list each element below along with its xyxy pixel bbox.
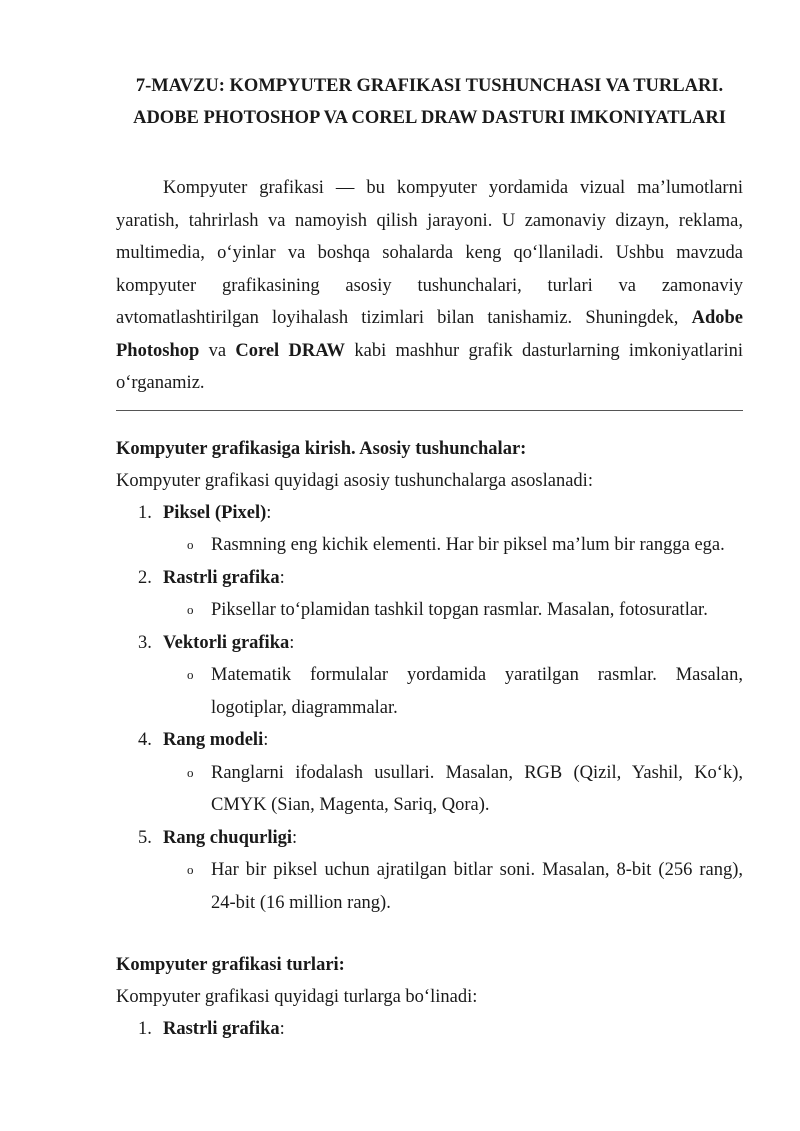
intro-paragraph bbox=[116, 172, 743, 400]
sub-list bbox=[163, 529, 743, 562]
title-line-2: ADOBE PHOTOSHOP VA COREL DRAW DASTURI IMKONIYATLARI bbox=[133, 108, 726, 128]
list-item bbox=[116, 822, 743, 920]
sub-list bbox=[163, 757, 743, 822]
item-suffix: : bbox=[279, 567, 285, 588]
item-number: 3. bbox=[138, 632, 152, 653]
item-title: Rastrli grafika bbox=[163, 1019, 280, 1039]
item-suffix: : bbox=[279, 1019, 285, 1039]
list-item bbox=[116, 627, 743, 725]
item-title: Rang modeli bbox=[163, 730, 264, 750]
item-title: Rastrli grafika bbox=[163, 567, 280, 588]
item-number: 4. bbox=[138, 730, 152, 750]
bullet-icon: o bbox=[187, 667, 194, 682]
item-detail: Ranglarni ifodalash usullari. Masalan, RGB (Qizil, Yashil, Ko‘k), CMYK (Sian, Magenta, Sariq, Qora). bbox=[211, 762, 743, 815]
item-suffix: : bbox=[292, 827, 298, 848]
item-title: Vektorli grafika bbox=[163, 632, 290, 653]
item-detail: Piksellar to‘plamidan tashkil topgan rasmlar. Masalan, fotosuratlar. bbox=[211, 600, 708, 620]
section-gap bbox=[116, 919, 743, 949]
sub-list-item bbox=[163, 757, 743, 822]
sub-list bbox=[163, 659, 743, 724]
sub-list bbox=[163, 594, 743, 627]
intro-bold-coreldraw: Corel DRAW bbox=[235, 340, 346, 361]
section-1-heading: Kompyuter grafikasiga kirish. Asosiy tushunchalar: bbox=[116, 438, 527, 459]
sub-list-item bbox=[163, 854, 743, 919]
sub-list bbox=[163, 854, 743, 919]
horizontal-divider bbox=[116, 410, 743, 411]
types-list bbox=[116, 1013, 743, 1046]
concepts-list bbox=[116, 497, 743, 920]
intro-bold-photoshop: Adobe Photoshop bbox=[116, 308, 743, 361]
sub-list-item bbox=[163, 659, 743, 724]
section-2-lead: Kompyuter grafikasi quyidagi turlarga bo‘linadi: bbox=[116, 987, 478, 1007]
sub-list-item bbox=[163, 529, 743, 562]
intro-joiner: va bbox=[199, 340, 236, 361]
item-number: 1. bbox=[138, 1019, 152, 1039]
list-item bbox=[116, 1013, 743, 1046]
item-number: 1. bbox=[138, 502, 152, 523]
list-item bbox=[116, 562, 743, 627]
item-number: 5. bbox=[138, 827, 152, 848]
title-line-1: 7-MAVZU: KOMPYUTER GRAFIKASI TUSHUNCHASI VA TURLARI. bbox=[135, 76, 724, 96]
document-page bbox=[116, 70, 743, 1046]
item-detail: Matematik formulalar yordamida yaratilgan rasmlar. Masalan, logotiplar, diagrammalar. bbox=[211, 665, 743, 718]
bullet-icon: o bbox=[187, 602, 194, 617]
document-title bbox=[116, 70, 743, 134]
bullet-icon: o bbox=[187, 764, 194, 780]
item-number: 2. bbox=[138, 567, 152, 588]
section-2-heading: Kompyuter grafikasi turlari: bbox=[116, 955, 345, 975]
item-title: Rang chuqurligi bbox=[163, 827, 293, 848]
list-item bbox=[116, 724, 743, 822]
item-detail: Rasmning eng kichik elementi. Har bir piksel ma’lum bir rangga ega. bbox=[211, 535, 725, 555]
bullet-icon: o bbox=[187, 862, 194, 877]
item-suffix: : bbox=[266, 502, 272, 523]
sub-list-item bbox=[163, 594, 743, 627]
intro-text-start: Kompyuter grafikasi — bu kompyuter yordamida vizual ma’lumotlarni yaratish, tahrirlash va namoyish qilish jarayoni. U zamonaviy dizayn, reklama, multimedia, o‘yinlar va boshqa sohalarda keng qo‘llaniladi. Ushbu mavzuda kompyuter grafikasining asosiy tushunchalari, turlari va zamonaviy avtomatlashtirilgan loyihalash tizimlari bilan tanishamiz. Shuningdek, bbox=[116, 178, 743, 328]
item-detail: Har bir piksel uchun ajratilgan bitlar soni. Masalan, 8-bit (256 rang), 24-bit (16 million rang). bbox=[211, 860, 743, 913]
item-title: Piksel (Pixel) bbox=[163, 502, 267, 523]
list-item bbox=[116, 497, 743, 562]
section-1-lead: Kompyuter grafikasi quyidagi asosiy tushunchalarga asoslanadi: bbox=[116, 470, 593, 491]
item-suffix: : bbox=[289, 632, 295, 653]
item-suffix: : bbox=[263, 730, 269, 750]
bullet-icon: o bbox=[187, 537, 194, 552]
intro-text-end: kabi mashhur grafik dasturlarning imkoniyatlarini o‘rganamiz. bbox=[116, 340, 743, 393]
